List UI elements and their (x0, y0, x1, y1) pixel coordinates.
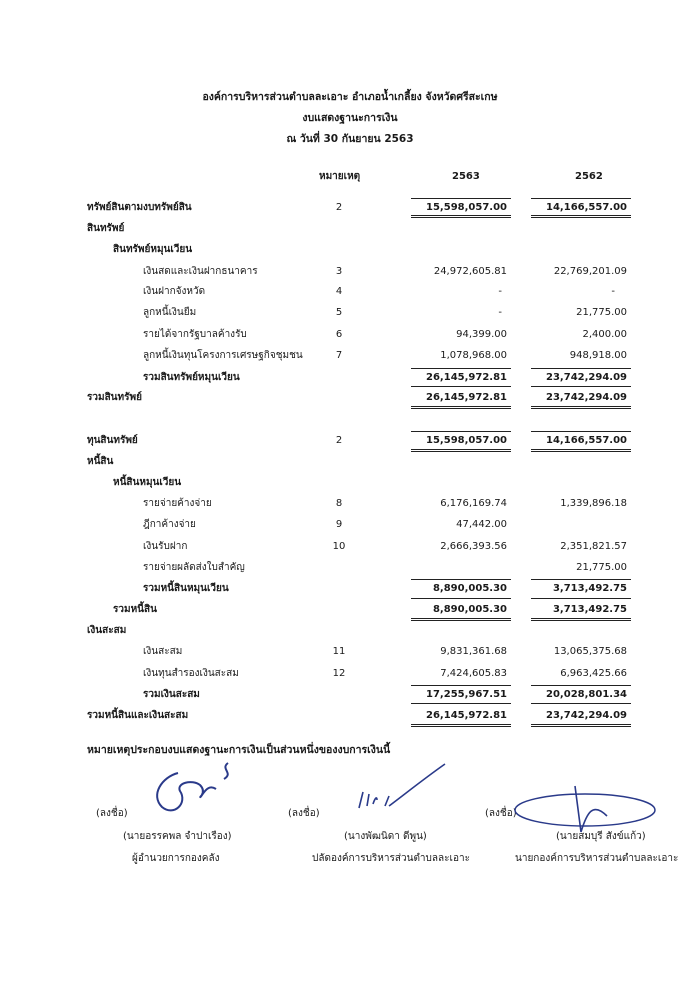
row-note: 2 (335, 202, 343, 213)
row-value-2562: 21,775.00 (576, 562, 627, 573)
total-2563: 8,890,005.30 (432, 604, 507, 615)
row-value-2562: - (611, 286, 615, 297)
rule (531, 198, 631, 199)
row-value-2563: 2,666,393.56 (440, 541, 507, 552)
row-note: 10 (332, 541, 346, 552)
row-label: รายจ่ายค้างจ่าย (143, 498, 212, 509)
rule (411, 368, 511, 369)
statement-title: งบแสดงฐานะการเงิน (302, 112, 398, 124)
section-heading: เงินสะสม (87, 625, 127, 636)
row-value-2563: - (498, 286, 502, 297)
rule (531, 685, 631, 686)
subtotal-2562: 23,742,294.09 (546, 372, 627, 383)
row-note: 4 (335, 286, 343, 297)
rule (531, 598, 631, 599)
year-2563-header: 2563 (452, 171, 480, 182)
row-value-2562: 14,166,557.00 (546, 202, 627, 213)
rule (411, 431, 511, 432)
row-note: 11 (332, 646, 346, 657)
row-note: 12 (332, 668, 346, 679)
row-label: ลูกหนี้เงินทุนโครงการเศรษฐกิจชุมชน (143, 350, 303, 361)
rule (411, 598, 511, 599)
row-label: ฎีกาค้างจ่าย (143, 519, 196, 530)
double-rule (411, 449, 511, 452)
subsection-heading: หนี้สินหมุนเวียน (113, 477, 182, 488)
double-rule (531, 449, 631, 452)
rule (531, 431, 631, 432)
double-rule (411, 618, 511, 621)
row-value-2562: 948,918.00 (569, 350, 627, 361)
row-label: เงินทุนสำรองเงินสะสม (143, 668, 239, 679)
subtotal-label: รวมเงินสะสม (143, 689, 200, 700)
row-note: 8 (335, 498, 343, 509)
row-value-2563: 9,831,361.68 (440, 646, 507, 657)
subtotal-2563: 8,890,005.30 (432, 583, 507, 594)
row-note: 6 (335, 329, 343, 340)
section-heading: หนี้สิน (87, 456, 114, 467)
rule (531, 703, 631, 704)
note-column-header: หมายเหตุ (319, 171, 361, 182)
row-label: รายได้จากรัฐบาลค้างรับ (143, 329, 247, 340)
row-note: 3 (335, 266, 343, 277)
row-label: เงินสะสม (143, 646, 183, 657)
rule (531, 579, 631, 580)
row-value-2563: 15,598,057.00 (426, 202, 507, 213)
row-value-2562: 2,351,821.57 (560, 541, 627, 552)
total-2562: 23,742,294.09 (546, 392, 627, 403)
row-label: รายจ่ายผลัดส่งใบสำคัญ (143, 562, 245, 573)
subtotal-2562: 3,713,492.75 (552, 583, 627, 594)
sign-label: (ลงชื่อ) (288, 808, 320, 819)
subtotal-2563: 17,255,967.51 (426, 689, 507, 700)
row-value-2562: 21,775.00 (576, 307, 627, 318)
double-rule (411, 215, 511, 218)
double-rule (531, 215, 631, 218)
double-rule (411, 724, 511, 727)
row-label: ลูกหนี้เงินยืม (143, 307, 197, 318)
row-value-2562: 2,400.00 (582, 329, 627, 340)
rule (531, 386, 631, 387)
rule (531, 368, 631, 369)
signatory-position: นายกองค์การบริหารส่วนตำบลละเอาะ (515, 853, 679, 864)
double-rule (531, 724, 631, 727)
row-value-2563: 1,078,968.00 (440, 350, 507, 361)
row-label: เงินสดและเงินฝากธนาคาร (143, 266, 258, 277)
section-heading: สินทรัพย์ (87, 223, 125, 234)
double-rule (411, 406, 511, 409)
row-label: ทรัพย์สินตามงบทรัพย์สิน (87, 202, 192, 213)
grand-total-2563: 26,145,972.81 (426, 710, 507, 721)
row-value-2563: 7,424,605.83 (440, 668, 507, 679)
signatory-position: ปลัดองค์การบริหารส่วนตำบลละเอาะ (312, 853, 470, 864)
statement-date: ณ วันที่ 30 กันยายน 2563 (286, 133, 414, 145)
row-value-2563: 24,972,605.81 (433, 266, 507, 277)
total-label: รวมหนี้สิน (113, 604, 157, 615)
grand-total-label: รวมหนี้สินและเงินสะสม (87, 710, 189, 721)
row-value-2563: - (498, 307, 502, 318)
signatory-name: (นายอรรคพล จำปาเรือง) (123, 831, 232, 842)
signatory-name: (นางพัฒนิดา ดีพูน) (344, 831, 427, 842)
row-label: เงินฝากจังหวัด (143, 286, 206, 297)
total-label: รวมสินทรัพย์ (87, 392, 142, 403)
row-label: เงินรับฝาก (143, 541, 188, 552)
row-value-2563: 47,442.00 (456, 519, 507, 530)
row-value-2562: 6,963,425.66 (560, 668, 627, 679)
row-value-2562: 1,339,896.18 (560, 498, 627, 509)
row-value-2562: 14,166,557.00 (546, 435, 627, 446)
signature-mark (345, 758, 455, 823)
subtotal-2562: 20,028,801.34 (546, 689, 627, 700)
total-2562: 3,713,492.75 (552, 604, 627, 615)
grand-total-2562: 23,742,294.09 (546, 710, 627, 721)
subtotal-label: รวมสินทรัพย์หมุนเวียน (143, 372, 240, 383)
double-rule (531, 406, 631, 409)
row-value-2562: 13,065,375.68 (553, 646, 627, 657)
rule (411, 685, 511, 686)
row-note: 7 (335, 350, 343, 361)
org-name: องค์การบริหารส่วนตำบลละเอาะ อำเภอน้ำเกลี้ยง จังหวัดศรีสะเกษ (202, 91, 498, 103)
row-value-2563: 15,598,057.00 (426, 435, 507, 446)
rule (411, 386, 511, 387)
subtotal-label: รวมหนี้สินหมุนเวียน (143, 583, 229, 594)
signature-mark (140, 755, 250, 820)
rule (411, 198, 511, 199)
signatory-name: (นายสมบุรี สังข์แก้ว) (556, 831, 646, 842)
footnote: หมายเหตุประกอบงบแสดงฐานะการเงินเป็นส่วนหนึ่งของงบการเงินนี้ (87, 744, 391, 756)
signatory-position: ผู้อำนวยการกองคลัง (132, 853, 220, 864)
total-2563: 26,145,972.81 (426, 392, 507, 403)
row-label: ทุนสินทรัพย์ (87, 435, 138, 446)
row-note: 2 (335, 435, 343, 446)
rule (411, 579, 511, 580)
subtotal-2563: 26,145,972.81 (426, 372, 507, 383)
row-value-2563: 6,176,169.74 (440, 498, 507, 509)
row-value-2562: 22,769,201.09 (553, 266, 627, 277)
subsection-heading: สินทรัพย์หมุนเวียน (113, 244, 193, 255)
rule (411, 703, 511, 704)
row-value-2563: 94,399.00 (456, 329, 507, 340)
year-2562-header: 2562 (575, 171, 603, 182)
sign-label: (ลงชื่อ) (96, 808, 128, 819)
row-note: 5 (335, 307, 343, 318)
row-note: 9 (335, 519, 343, 530)
sign-label: (ลงชื่อ) (485, 808, 517, 819)
double-rule (531, 618, 631, 621)
